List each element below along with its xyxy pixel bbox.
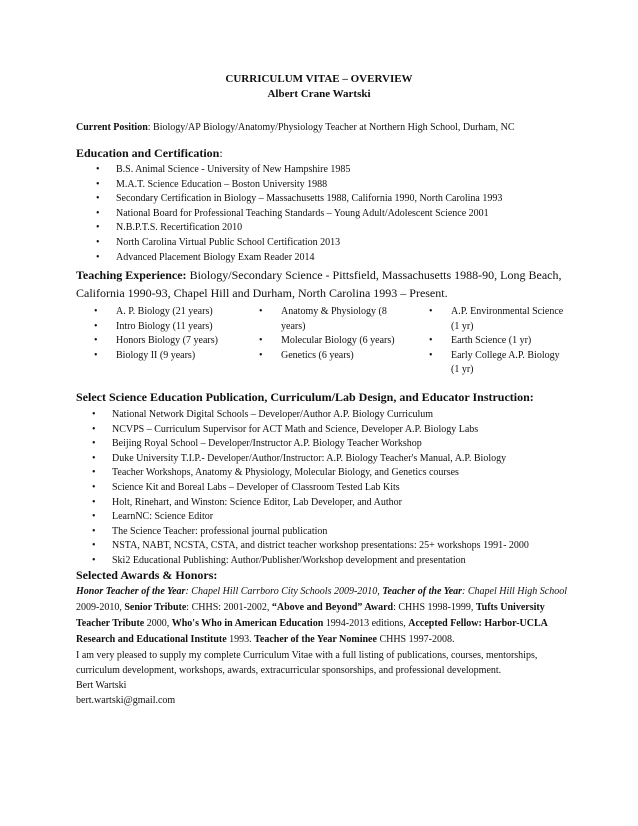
list-item: • Duke University T.I.P.- Developer/Author/Instructor: A.P. Biology Teacher's Manual, A.P. Biology	[86, 452, 529, 467]
education-list	[90, 163, 502, 265]
current-position-text: Biology/AP Biology/Anatomy/Physiology Teacher at Northern High School, Durham, NC	[153, 122, 515, 133]
closing-note	[76, 648, 571, 708]
author-name: Albert Crane Wartski	[267, 88, 371, 100]
teaching-heading: Teaching Experience:	[76, 268, 187, 282]
list-item: • Early College A.P. Biology (1 yr)	[425, 349, 565, 378]
list-item: • Science Kit and Boreal Labs – Developer of Classroom Tested Lab Kits	[86, 481, 529, 496]
list-item: • N.B.P.T.S. Recertification 2010	[90, 221, 502, 236]
closing-line-2: curriculum development, workshops, awards, extracurricular sponsorships, and professional development.	[76, 665, 502, 676]
teaching-column-3	[425, 305, 565, 378]
document-title: CURRICULUM VITAE – OVERVIEW	[225, 73, 413, 85]
list-item: • Anatomy & Physiology (8 years)	[255, 305, 395, 334]
list-item: • Advanced Placement Biology Exam Reader 2014	[90, 251, 502, 266]
teaching-summary: Teaching Experience: Biology/Secondary Science - Pittsfield, Massachusetts 1988-90, Long Beach,	[76, 268, 562, 282]
list-item: • M.A.T. Science Education – Boston University 1988	[90, 178, 502, 193]
list-item: • National Board for Professional Teaching Standards – Young Adult/Adolescent Science 2001	[90, 207, 502, 222]
list-item: • Ski2 Educational Publishing: Author/Publisher/Workshop development and presentation	[86, 554, 529, 569]
teaching-column-1	[90, 305, 250, 363]
current-position-label: Current Position	[76, 122, 148, 133]
publications-list	[86, 408, 529, 569]
list-item: • Molecular Biology (6 years)	[255, 334, 395, 349]
list-item: • The Science Teacher: professional journal publication	[86, 525, 529, 540]
list-item: • Genetics (6 years)	[255, 349, 395, 364]
list-item: • LearnNC: Science Editor	[86, 510, 529, 525]
awards-heading: Selected Awards & Honors:	[76, 568, 218, 582]
signature: Bert Wartski	[76, 680, 127, 691]
list-item: • Biology II (9 years)	[90, 349, 250, 364]
list-item-continuation: • Teacher Workshops, Anatomy & Physiology, Molecular Biology, and Genetics courses	[86, 466, 529, 481]
email: bert.wartski@gmail.com	[76, 695, 176, 706]
list-item: • B.S. Animal Science - University of New Hampshire 1985	[90, 163, 502, 178]
current-position: Current Position: Biology/AP Biology/Anatomy/Physiology Teacher at Northern High School, Durham, NC	[76, 122, 515, 133]
list-item: • A. P. Biology (21 years)	[90, 305, 250, 320]
list-item: • Intro Biology (11 years)	[90, 320, 250, 335]
list-item: • Secondary Certification in Biology – Massachusetts 1988, California 1990, North Carolina 1993	[90, 192, 502, 207]
list-item: • Holt, Rinehart, and Winston: Science Editor, Lab Developer, and Author	[86, 496, 529, 511]
list-item: • Honors Biology (7 years)	[90, 334, 250, 349]
education-heading: Education and Certification:	[76, 146, 223, 160]
list-item: • A.P. Environmental Science (1 yr)	[425, 305, 565, 334]
list-item: • NCVPS – Curriculum Supervisor for ACT Math and Science, Developer A.P. Biology Labs	[86, 423, 529, 438]
teaching-column-2	[255, 305, 395, 363]
list-item: • Earth Science (1 yr)	[425, 334, 565, 349]
list-item: • Beijing Royal School – Developer/Instructor A.P. Biology Teacher Workshop	[86, 437, 529, 452]
list-item: • North Carolina Virtual Public School Certification 2013	[90, 236, 502, 251]
publications-heading: Select Science Education Publication, Curriculum/Lab Design, and Educator Instruction:	[76, 390, 534, 404]
list-item: • National Network Digital Schools – Developer/Author A.P. Biology Curriculum	[86, 408, 529, 423]
awards-text: Honor Teacher of the Year: Chapel Hill Carrboro City Schools 2009-2010, Teacher of the Year: Chapel Hill High School 2009-2010, Senior Tribute: CHHS: 2001-2002, “Above and Beyond” Award: CHHS 1998-1999, Tufts University Teacher Tribute 2000, Who's Who in American Education 1994-2013 editions, Accepted Fellow: Harbor-UCLA Research and Educational Institute 1993. Teacher of the Year Nominee CHHS 1997-2008.	[76, 586, 568, 645]
closing-line-1: I am very pleased to supply my complete Curriculum Vitae with a full listing of publications, courses, mentorships,	[76, 650, 538, 661]
teaching-summary-line2: California 1990-93, Chapel Hill and Durham, North Carolina 1993 – Present.	[76, 286, 448, 300]
list-item: • NSTA, NABT, NCSTA, CSTA, and district teacher workshop presentations: 25+ workshops 1991- 2000	[86, 539, 529, 554]
